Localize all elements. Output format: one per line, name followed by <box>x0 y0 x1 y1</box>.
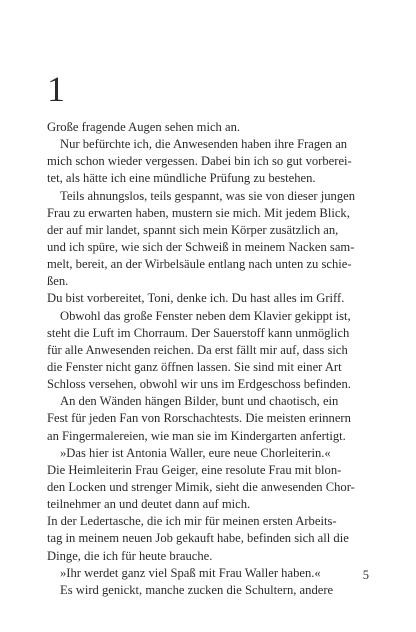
chapter-number: 1 <box>47 69 65 109</box>
text-line: Nur befürchte ich, die Anwesenden haben ihre Fragen an <box>60 137 348 152</box>
text-line: tag in meinem neuen Job gekauft habe, befinden sich all die <box>47 531 349 546</box>
page-number: 5 <box>362 568 369 582</box>
text-line: Die Heimleiterin Frau Geiger, eine resolute Frau mit blon- <box>47 462 342 477</box>
text-line: Frau zu erwarten haben, mustern sie mich. Mit jedem Blick, <box>47 205 350 220</box>
text-line: ßen. <box>47 274 69 289</box>
text-line: der auf mir landet, spannt sich mein Körper zusätzlich an, <box>47 222 339 237</box>
text-line: Du bist vorbereitet, Toni, denke ich. Du hast alles im Griff. <box>47 291 345 306</box>
text-line: und ich spüre, wie sich der Schweiß in meinem Nacken sam- <box>47 239 355 254</box>
text-line: Fest für jeden Fan von Rorschachtests. Die meisten erinnern <box>47 411 351 426</box>
text-line: »Ihr werdet ganz viel Spaß mit Frau Waller haben.« <box>60 565 321 580</box>
text-line: »Das hier ist Antonia Waller, eure neue Chorleiterin.« <box>60 445 331 460</box>
text-line: An den Wänden hängen Bilder, bunt und chaotisch, ein <box>60 394 339 409</box>
text-line: mich schon wieder vergessen. Dabei bin ich so gut vorberei- <box>47 154 352 169</box>
text-line: den Locken und strenger Mimik, sieht die anwesenden Chor- <box>47 479 355 494</box>
text-line: teilnehmer an und deutet dann auf mich. <box>47 497 251 512</box>
body-text <box>47 119 369 599</box>
text-line: steht die Luft im Chorraum. Der Sauerstoff kann unmöglich <box>47 325 350 340</box>
text-line: Schloss versehen, obwohl wir uns im Erdgeschoss befinden. <box>47 377 351 392</box>
text-line: an Fingermalereien, wie man sie im Kindergarten anfertigt. <box>47 428 346 443</box>
text-line: Es wird genickt, manche zucken die Schultern, andere <box>60 582 334 597</box>
text-line: melt, bereit, an der Wirbelsäule entlang nach unten zu schie- <box>47 257 352 272</box>
text-line: Teils ahnungslos, teils gespannt, was sie von dieser jungen <box>60 188 356 203</box>
text-line: Große fragende Augen sehen mich an. <box>47 120 241 134</box>
text-line: die Fenster nicht ganz öffnen lassen. Sie sind mit einer Art <box>47 359 342 374</box>
text-line: tet, als hätte ich eine mündliche Prüfung zu bestehen. <box>47 171 316 186</box>
text-line: für alle Anwesenden reichen. Da erst fällt mir auf, dass sich <box>47 342 348 357</box>
text-line: Obwohl das große Fenster neben dem Klavier gekippt ist, <box>60 308 351 323</box>
text-line: In der Ledertasche, die ich mir für meinen ersten Arbeits- <box>47 514 337 529</box>
text-line: Dinge, die ich für heute brauche. <box>47 548 213 563</box>
